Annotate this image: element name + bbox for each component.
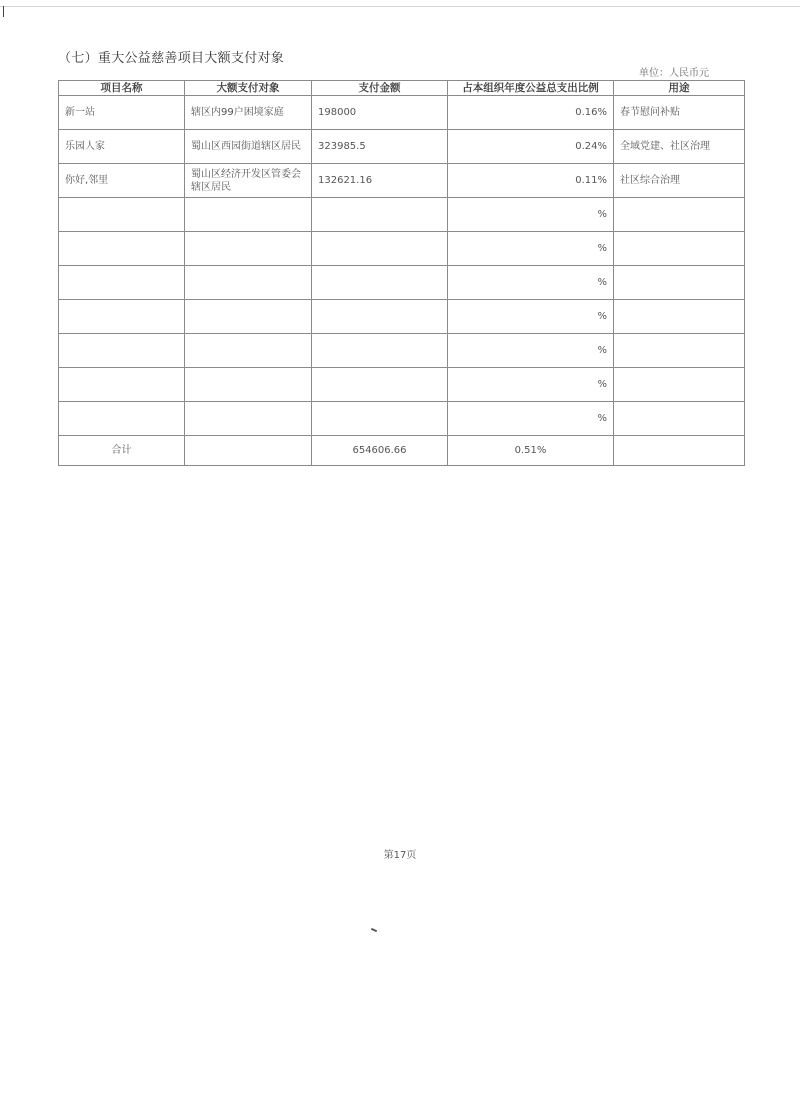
cell-purpose: 全域党建、社区治理: [614, 130, 745, 164]
scan-edge-line: [0, 6, 800, 7]
table-row: [59, 164, 745, 198]
cell-payment-target: [185, 334, 312, 368]
cell-purpose: [614, 334, 745, 368]
table-row: [59, 402, 745, 436]
page-number: 第17页: [383, 850, 417, 861]
cell-payment-target: 辖区内99户困境家庭: [185, 96, 312, 130]
cell-payment-target: [185, 368, 312, 402]
cell-expense-ratio: 0.16%: [448, 96, 614, 130]
cell-expense-ratio: %: [448, 232, 614, 266]
cell-expense-ratio: %: [448, 368, 614, 402]
cell-purpose: [614, 266, 745, 300]
cell-payment-amount: [312, 266, 448, 300]
scan-speck: [371, 928, 377, 932]
header-payment-target: 大额支付对象: [185, 81, 312, 96]
cell-project-name: [59, 402, 185, 436]
cell-expense-ratio: %: [448, 334, 614, 368]
cell-purpose: [614, 402, 745, 436]
cell-project-name: [59, 334, 185, 368]
cell-payment-amount: 132621.16: [312, 164, 448, 198]
total-empty-cell: [185, 436, 312, 466]
cell-payment-amount: [312, 232, 448, 266]
table-row: [59, 232, 745, 266]
cell-expense-ratio: %: [448, 300, 614, 334]
cell-purpose: 春节慰问补贴: [614, 96, 745, 130]
cell-payment-target: 蜀山区西园街道辖区居民: [185, 130, 312, 164]
section-title: （七）重大公益慈善项目大额支付对象: [58, 51, 285, 66]
table-total-row: [59, 436, 745, 466]
table-row: [59, 368, 745, 402]
cell-project-name: [59, 266, 185, 300]
table-row: [59, 96, 745, 130]
cell-purpose: [614, 198, 745, 232]
cell-payment-amount: [312, 198, 448, 232]
cell-expense-ratio: %: [448, 266, 614, 300]
header-project-name: 项目名称: [59, 81, 185, 96]
header-expense-ratio: 占本组织年度公益总支出比例: [448, 81, 614, 96]
large-payment-table: [58, 80, 745, 466]
table-row: [59, 300, 745, 334]
cell-payment-target: [185, 300, 312, 334]
cell-purpose: [614, 300, 745, 334]
cell-expense-ratio: %: [448, 198, 614, 232]
cell-expense-ratio: 0.11%: [448, 164, 614, 198]
total-label: 合计: [59, 436, 185, 466]
cell-payment-target: [185, 266, 312, 300]
cell-project-name: [59, 232, 185, 266]
cell-expense-ratio: 0.24%: [448, 130, 614, 164]
cell-purpose: [614, 232, 745, 266]
table-row: [59, 198, 745, 232]
table-header-row: [59, 81, 745, 96]
cell-payment-target: [185, 232, 312, 266]
cell-payment-amount: [312, 402, 448, 436]
cell-purpose: [614, 368, 745, 402]
total-empty-cell: [614, 436, 745, 466]
header-payment-amount: 支付金额: [312, 81, 448, 96]
cell-project-name: 乐园人家: [59, 130, 185, 164]
cell-payment-amount: 323985.5: [312, 130, 448, 164]
cell-payment-amount: [312, 368, 448, 402]
scan-corner-mark: [3, 6, 4, 17]
total-amount: 654606.66: [312, 436, 448, 466]
cell-payment-amount: 198000: [312, 96, 448, 130]
table-row: [59, 266, 745, 300]
currency-unit-label: 单位：人民币元: [639, 68, 709, 79]
cell-project-name: [59, 300, 185, 334]
cell-payment-amount: [312, 334, 448, 368]
table-row: [59, 334, 745, 368]
cell-payment-amount: [312, 300, 448, 334]
cell-payment-target: [185, 402, 312, 436]
cell-project-name: 新一站: [59, 96, 185, 130]
cell-project-name: [59, 198, 185, 232]
cell-purpose: 社区综合治理: [614, 164, 745, 198]
cell-expense-ratio: %: [448, 402, 614, 436]
cell-payment-target: [185, 198, 312, 232]
header-purpose: 用途: [614, 81, 745, 96]
table-row: [59, 130, 745, 164]
total-ratio: 0.51%: [448, 436, 614, 466]
cell-project-name: [59, 368, 185, 402]
cell-payment-target: 蜀山区经济开发区管委会辖区居民: [185, 164, 312, 198]
cell-project-name: 你好,邻里: [59, 164, 185, 198]
